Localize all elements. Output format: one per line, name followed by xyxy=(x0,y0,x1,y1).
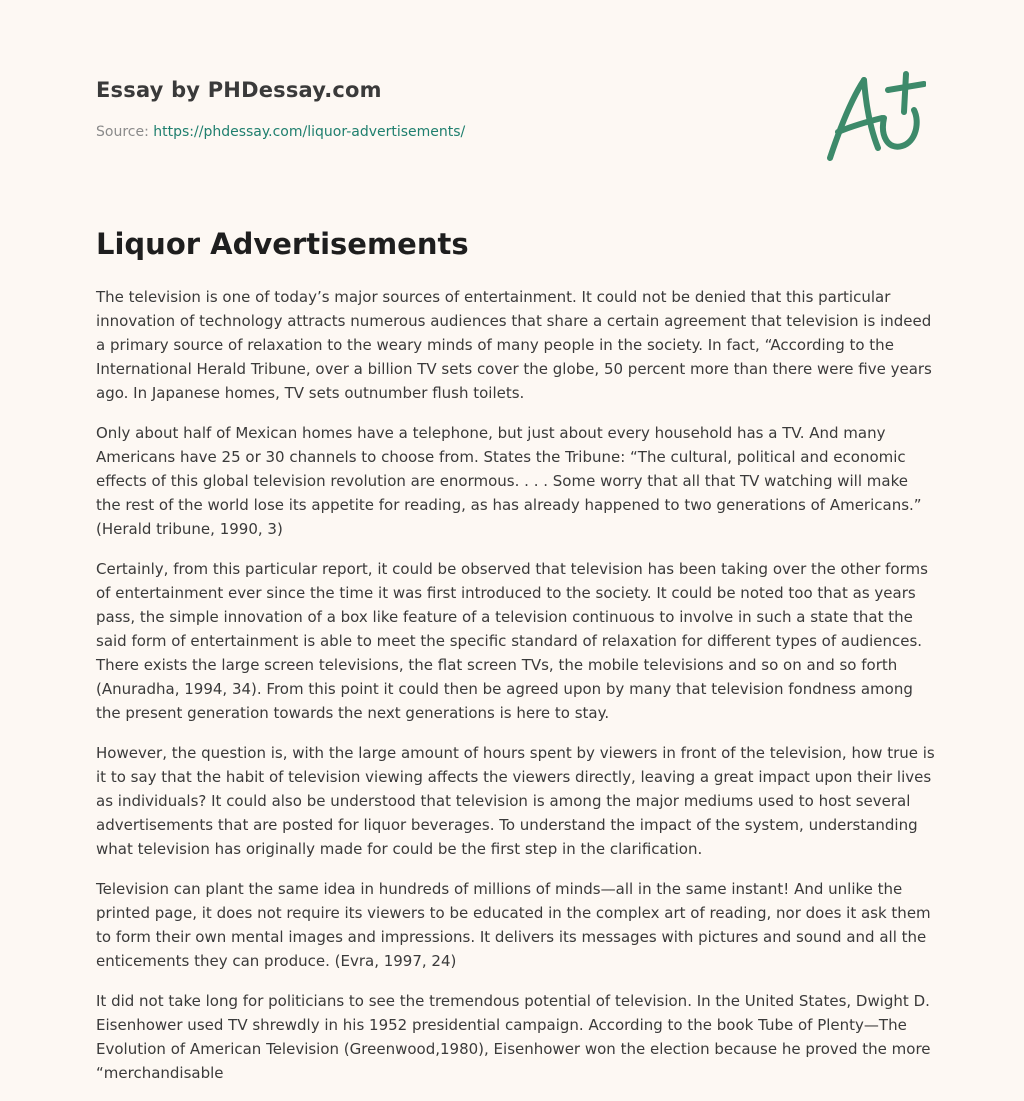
page-header xyxy=(96,76,696,142)
article-paragraph: Television can plant the same idea in hundreds of millions of minds—all in the same instant! And unlike the printed page, it does not require its viewers to be educated in the complex art of reading, nor does it ask them to form their own mental images and impressions. It delivers its messages with pictures and sound and all the enticements they can produce. (Evra, 1997, 24) xyxy=(96,880,931,970)
article-title: Liquor Advertisements xyxy=(96,227,469,261)
article-paragraph: The television is one of today’s major sources of entertainment. It could not be denied that this particular innovation of technology attracts numerous audiences that share a certain agreement that television is indeed a primary source of relaxation to the weary minds of many people in the society. In fact, “According to the International Herald Tribune, over a billion TV sets cover the globe, 50 percent more than there were five years ago. In Japanese homes, TV sets outnumber flush toilets. xyxy=(96,288,932,402)
site-brand: Essay by PHDessay.com xyxy=(96,78,382,102)
a-plus-logo-icon xyxy=(822,66,926,166)
source-label: Source: xyxy=(96,124,154,140)
source-link[interactable]: https://phdessay.com/liquor-advertisements/ xyxy=(153,124,466,140)
article-paragraph: However, the question is, with the large amount of hours spent by viewers in front of the television, how true is it to say that the habit of television viewing affects the viewers directly, leaving a great impact upon their lives as individuals? It could also be understood that television is among the major mediums used to host several advertisements that are posted for liquor beverages. To understand the impact of the system, understanding what television has originally made for could be the first step in the clarification. xyxy=(96,744,935,858)
article-paragraph: It did not take long for politicians to see the tremendous potential of television. In the United States, Dwight D. Eisenhower used TV shrewdly in his 1952 presidential campaign. According to the book Tube of Plenty—The Evolution of American Television (Greenwood,1980), Eisenhower won the election because he proved the more “merchandisable xyxy=(96,992,931,1082)
article-paragraph: Only about half of Mexican homes have a telephone, but just about every household has a TV. And many Americans have 25 or 30 channels to choose from. States the Tribune: “The cultural, political and economic effects of this global television revolution are enormous. . . . Some worry that all that TV watching will make the rest of the world lose its appetite for reading, as has already happened to two generations of Americans.” (Herald tribune, 1990, 3) xyxy=(96,424,922,538)
article-paragraph: Certainly, from this particular report, it could be observed that television has been taking over the other forms of entertainment ever since the time it was first introduced to the society. It could be noted too that as years pass, the simple innovation of a box like feature of a television continuous to involve in such a state that the said form of entertainment is able to meet the specific standard of relaxation for different types of audiences. There exists the large screen televisions, the flat screen TVs, the mobile televisions and so on and so forth (Anuradha, 1994, 34). From this point it could then be agreed upon by many that television fondness among the present generation towards the next generations is here to stay. xyxy=(96,560,928,722)
article-body xyxy=(96,285,936,1101)
source-line xyxy=(96,122,696,142)
